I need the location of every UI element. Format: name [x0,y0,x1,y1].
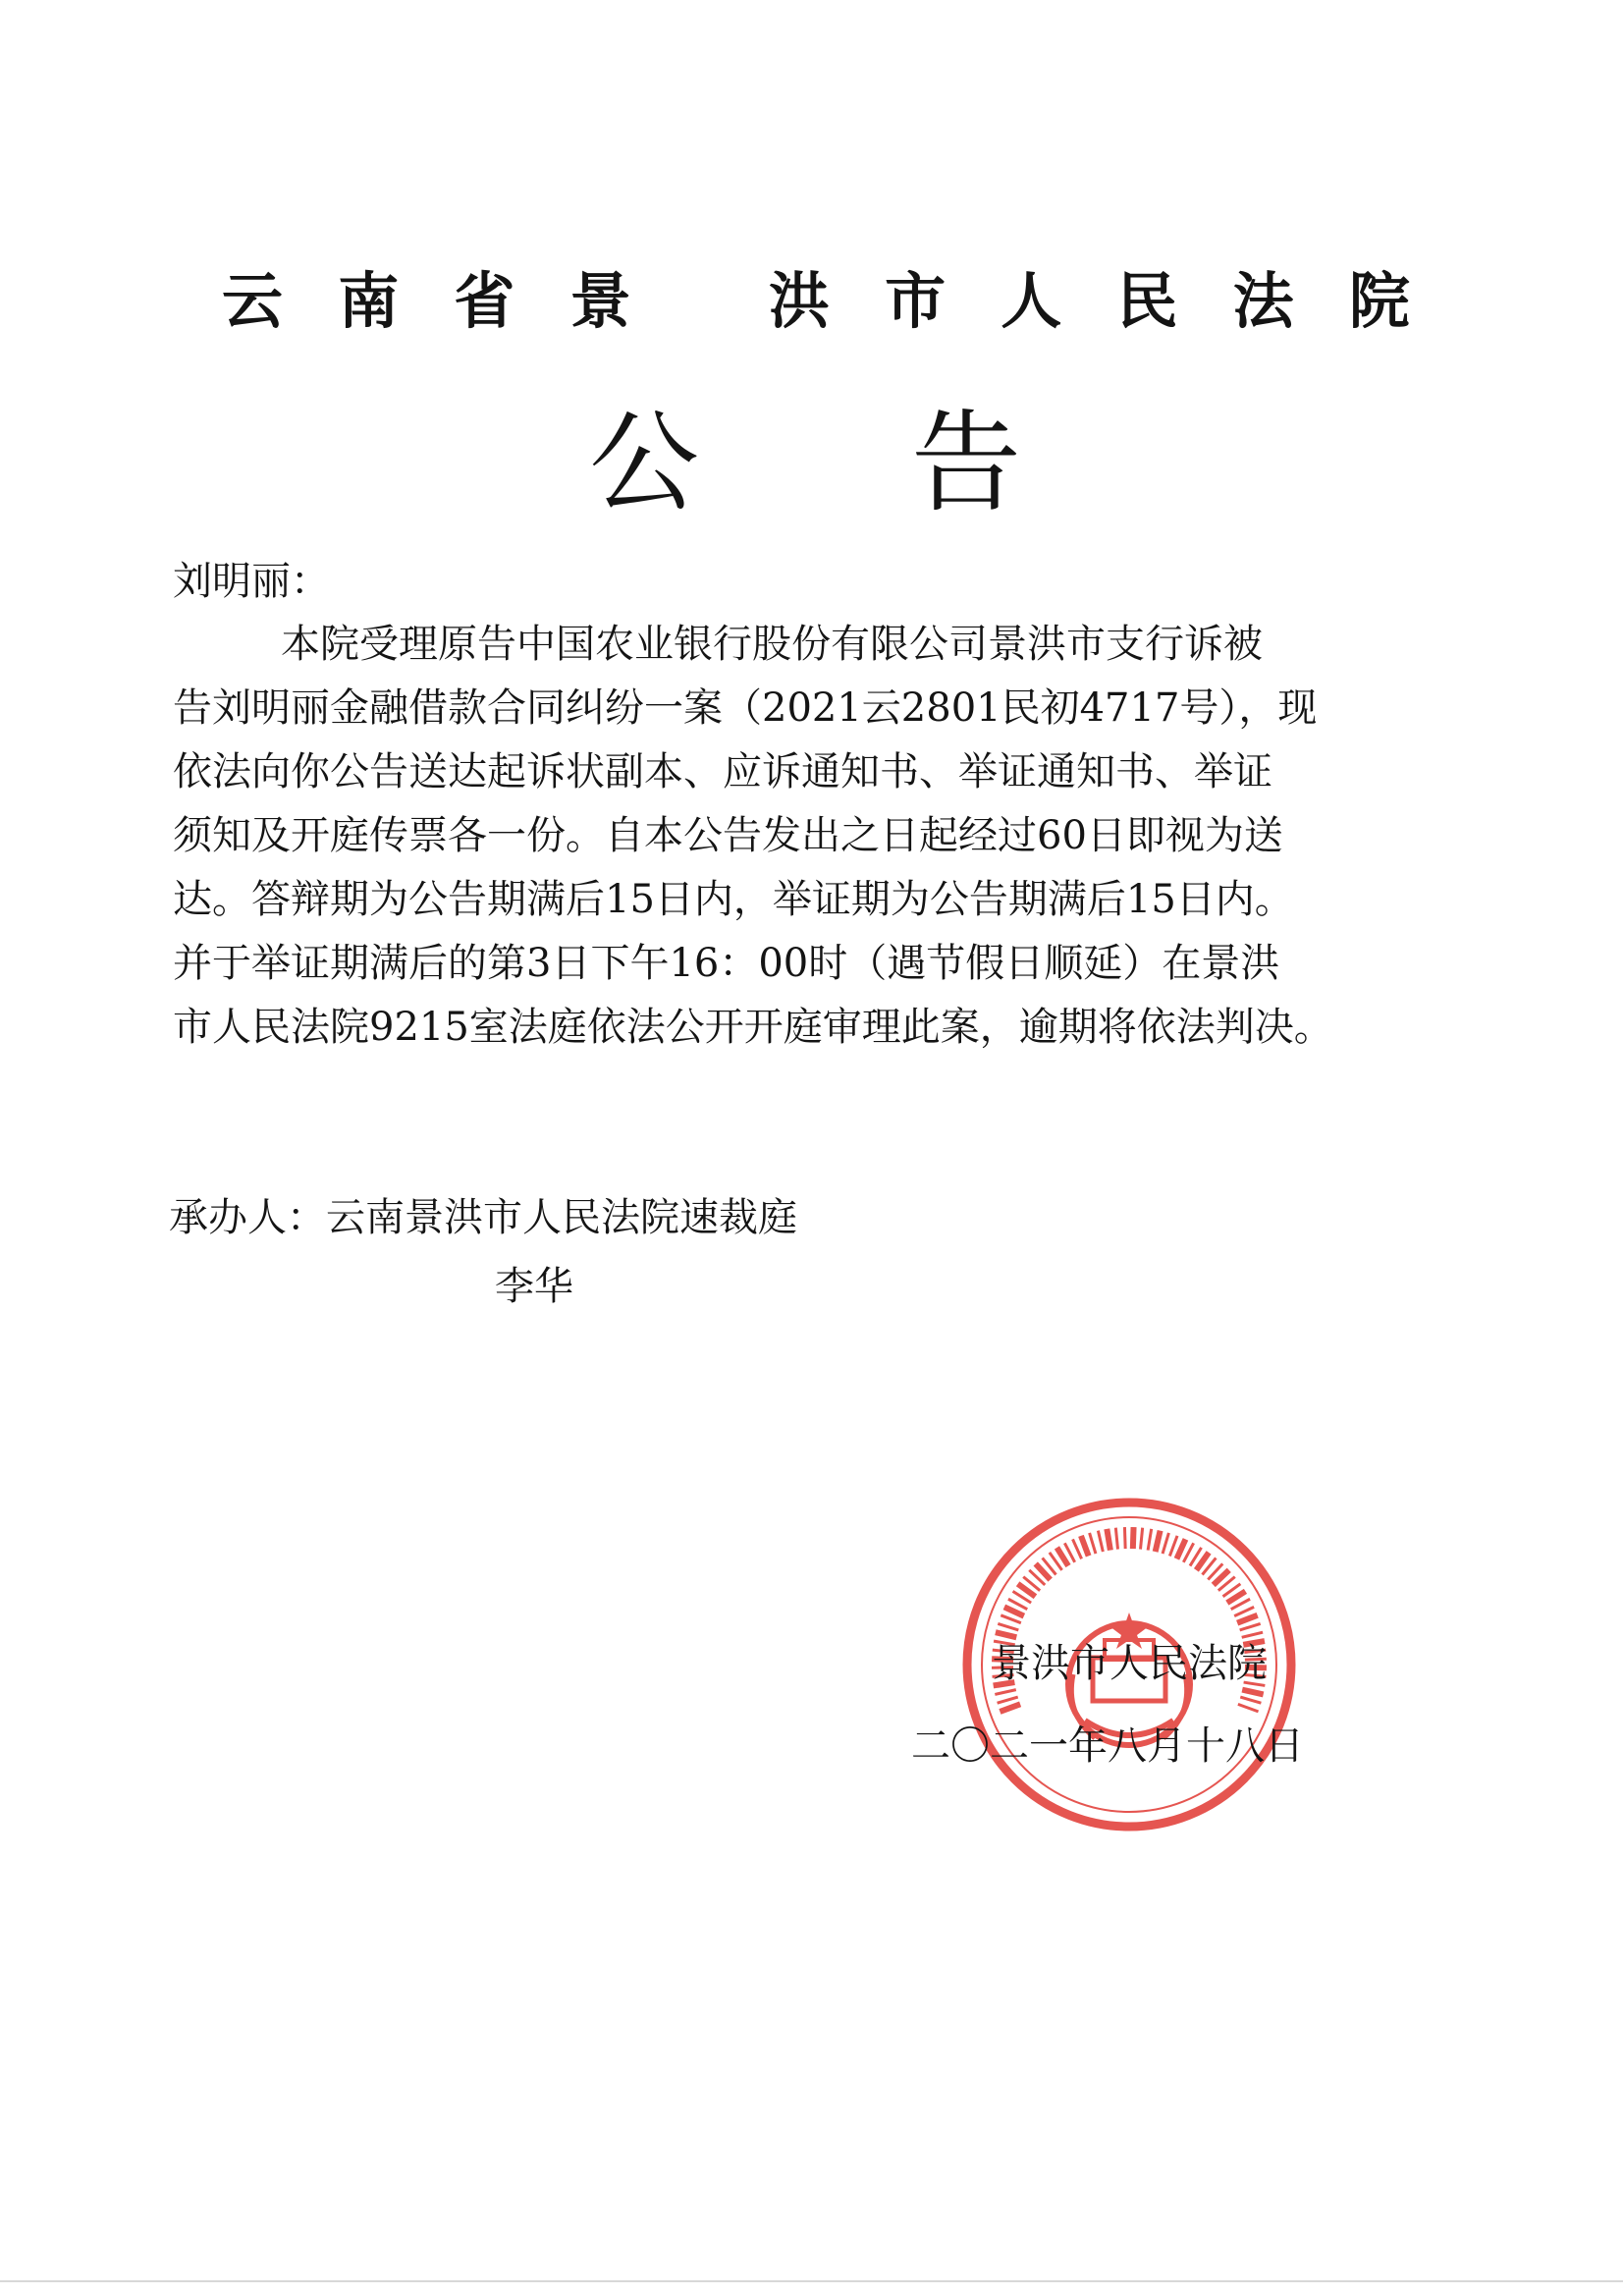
court-name-char: 南 [338,265,400,337]
seal-border-mark [1237,1615,1258,1623]
court-name-heading [222,263,1410,340]
signature-date: 二〇二一年八月十八日 [911,1723,1304,1769]
seal-border-mark [1133,1527,1134,1549]
seal-border-mark [998,1623,1018,1630]
seal-border-mark [1176,1539,1185,1558]
seal-border-mark [1115,1528,1117,1550]
seal-border-mark [1156,1531,1161,1552]
court-name-char: 法 [1232,265,1294,337]
notice-title-char: 公 [589,400,699,527]
court-name-char: 洪 [768,265,830,337]
body-line: 达。答辩期为公告期满后15日内，举证期为公告期满后15日内。 [173,877,1294,922]
seal-border-mark [1240,1697,1261,1703]
seal-border-mark [1141,1528,1143,1550]
court-name-char: 人 [1001,265,1062,337]
seal-border-mark [1163,1533,1168,1554]
seal-border-mark [1107,1529,1110,1551]
body-line: 并于举证期满后的第3日下午16：00时（遇节假日顺延）在景洪 [173,941,1280,986]
body-line: 依法向你公告送达起诉状副本、应诉通知书、举证通知书、举证 [173,749,1272,794]
notice-title [589,400,1021,527]
court-name-char: 省 [454,265,515,337]
seal-border-mark [1238,1704,1259,1712]
seal-border-mark [1000,1704,1020,1712]
court-name-char: 市 [885,265,947,337]
seal-border-mark [998,1697,1018,1703]
seal-border-mark [1098,1531,1103,1552]
seal-border-mark [1124,1527,1125,1549]
seal-border-mark [1090,1533,1096,1554]
body-line: 市人民法院9215室法庭依法公开开庭审理此案，逾期将依法判决。 [173,1005,1333,1050]
notice-body [173,613,1418,1060]
seal-border-mark [1240,1623,1261,1630]
court-name-gap [686,263,714,340]
court-name-char: 民 [1116,265,1178,337]
body-line: 须知及开庭传票各一份。自本公告发出之日起经过60日即视为送 [173,813,1283,858]
page-bottom-divider [0,2280,1623,2282]
body-line: 告刘明丽金融借款合同纠纷一案（2021云2801民初4717号），现 [173,685,1318,731]
signature-court: 景洪市人民法院 [992,1641,1267,1686]
judge-name: 李华 [495,1264,573,1309]
addressee: 刘明丽： [173,559,330,604]
notice-title-char: 告 [911,400,1021,527]
court-name-char: 云 [222,265,284,337]
body-line: 本院受理原告中国农业银行股份有限公司景洪市支行诉被 [281,622,1263,667]
seal-border-mark [1148,1529,1152,1551]
court-name-char: 景 [569,265,631,337]
court-name-char: 院 [1348,265,1410,337]
undertaker-line: 承办人：云南景洪市人民法院速裁庭 [169,1195,797,1240]
seal-border-mark [1004,1607,1024,1615]
seal-border-mark [1081,1536,1089,1557]
